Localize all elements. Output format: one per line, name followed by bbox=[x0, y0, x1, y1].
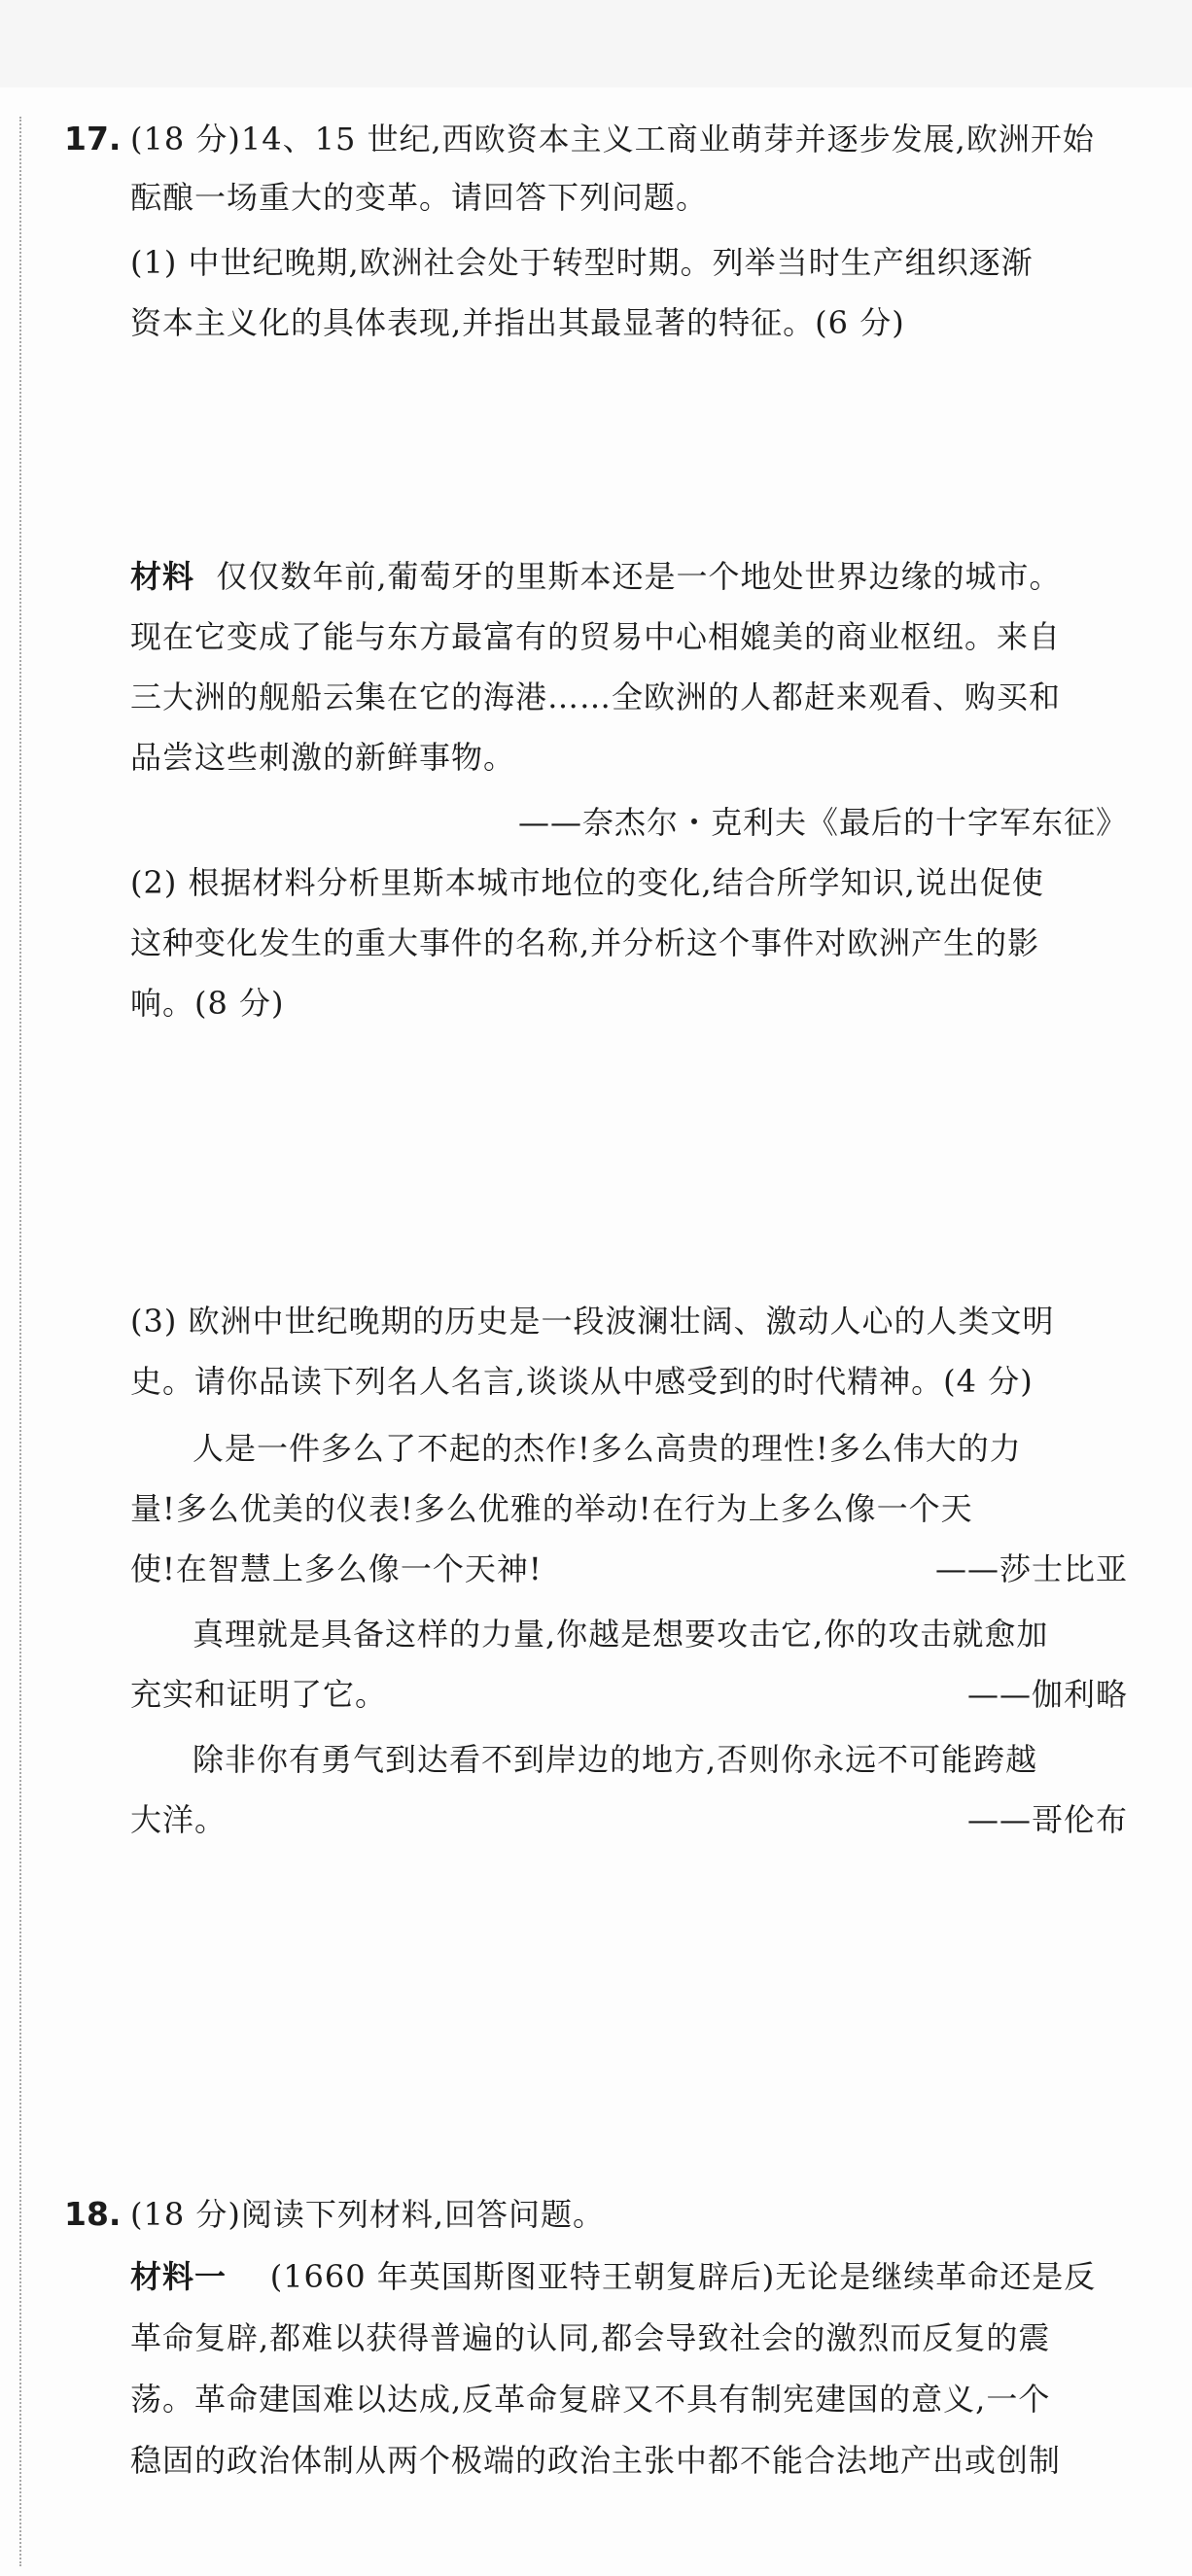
material-text: 仅仅数年前,葡萄牙的里斯本还是一个地处世界边缘的城市。 bbox=[216, 558, 1062, 595]
question-18-number: 18. bbox=[64, 2195, 122, 2233]
q17-part2-line: (2) 根据材料分析里斯本城市地位的变化,结合所学知识,说出促使 bbox=[130, 864, 1044, 901]
q17-material-line bbox=[130, 555, 1128, 598]
question-17-number: 17. bbox=[64, 120, 122, 157]
quote1-line: 人是一件多么了不起的杰作!多么高贵的理性!多么伟大的力 bbox=[193, 1430, 1022, 1467]
quote2-last-row bbox=[130, 1673, 1128, 1716]
q18-material1-line: 稳固的政治体制从两个极端的政治主张中都不能合法地产出或创制 bbox=[130, 2442, 1062, 2479]
q17-material-line: 品尝这些刺激的新鲜事物。 bbox=[130, 739, 516, 776]
top-margin bbox=[0, 0, 1192, 87]
q18-material1-line: 革命复辟,都难以获得普遍的认同,都会导致社会的激烈而反复的震 bbox=[130, 2319, 1051, 2356]
q17-material-line: 三大洲的舰船云集在它的海港……全欧洲的人都赶来观看、购买和 bbox=[130, 679, 1062, 715]
quote1-line: 量!多么优美的仪表!多么优雅的举动!在行为上多么像一个天 bbox=[130, 1490, 973, 1527]
material-source: ——奈杰尔・克利夫《最后的十字军东征》 bbox=[517, 804, 1128, 841]
q17-part1-line: 资本主义化的具体表现,并指出其最显著的特征。(6 分) bbox=[130, 304, 905, 341]
quote1-last-row bbox=[130, 1548, 1128, 1590]
quote2-line: 充实和证明了它。 bbox=[130, 1676, 388, 1713]
q17-stem-line: (18 分)14、15 世纪,西欧资本主义工商业萌芽并逐步发展,欧洲开始 bbox=[130, 121, 1095, 157]
quote3-author: ——哥伦布 bbox=[966, 1801, 1128, 1838]
q17-part1-line: (1) 中世纪晚期,欧洲社会处于转型时期。列举当时生产组织逐渐 bbox=[130, 244, 1034, 281]
q17-part3-line: 史。请你品读下列名人名言,谈谈从中感受到的时代精神。(4 分) bbox=[130, 1363, 1034, 1400]
quote1-author: ——莎士比亚 bbox=[934, 1550, 1128, 1587]
quote3-line: 除非你有勇气到达看不到岸边的地方,否则你永远不可能跨越 bbox=[193, 1741, 1038, 1778]
material1-label: 材料一 bbox=[130, 2258, 228, 2295]
q17-material-line: 现在它变成了能与东方最富有的贸易中心相媲美的商业枢纽。来自 bbox=[130, 618, 1062, 655]
q18-material1-line: 荡。革命建国难以达成,反革命复辟又不具有制宪建国的意义,一个 bbox=[130, 2381, 1051, 2418]
binding-dotted-line bbox=[19, 117, 21, 2566]
q18-material1-line bbox=[130, 2255, 1128, 2298]
quote1-line: 使!在智慧上多么像一个天神! bbox=[130, 1550, 543, 1587]
material1-text: (1660 年英国斯图亚特王朝复辟后)无论是继续革命还是反 bbox=[269, 2258, 1097, 2295]
q17-part2-line: 这种变化发生的重大事件的名称,并分析这个事件对欧洲产生的影 bbox=[130, 924, 1040, 961]
material-label: 材料 bbox=[130, 558, 195, 595]
q18-stem: (18 分)阅读下列材料,回答问题。 bbox=[130, 2196, 606, 2233]
quote3-last-row bbox=[130, 1798, 1128, 1841]
quote2-line: 真理就是具备这样的力量,你越是想要攻击它,你的攻击就愈加 bbox=[193, 1616, 1049, 1653]
q17-stem-line: 酝酿一场重大的变革。请回答下列问题。 bbox=[130, 179, 709, 216]
quote3-line: 大洋。 bbox=[130, 1801, 228, 1838]
q17-part2-line: 响。(8 分) bbox=[130, 985, 285, 1022]
q17-part3-line: (3) 欧洲中世纪晚期的历史是一段波澜壮阔、激动人心的人类文明 bbox=[130, 1303, 1055, 1340]
quote2-author: ——伽利略 bbox=[966, 1676, 1128, 1713]
